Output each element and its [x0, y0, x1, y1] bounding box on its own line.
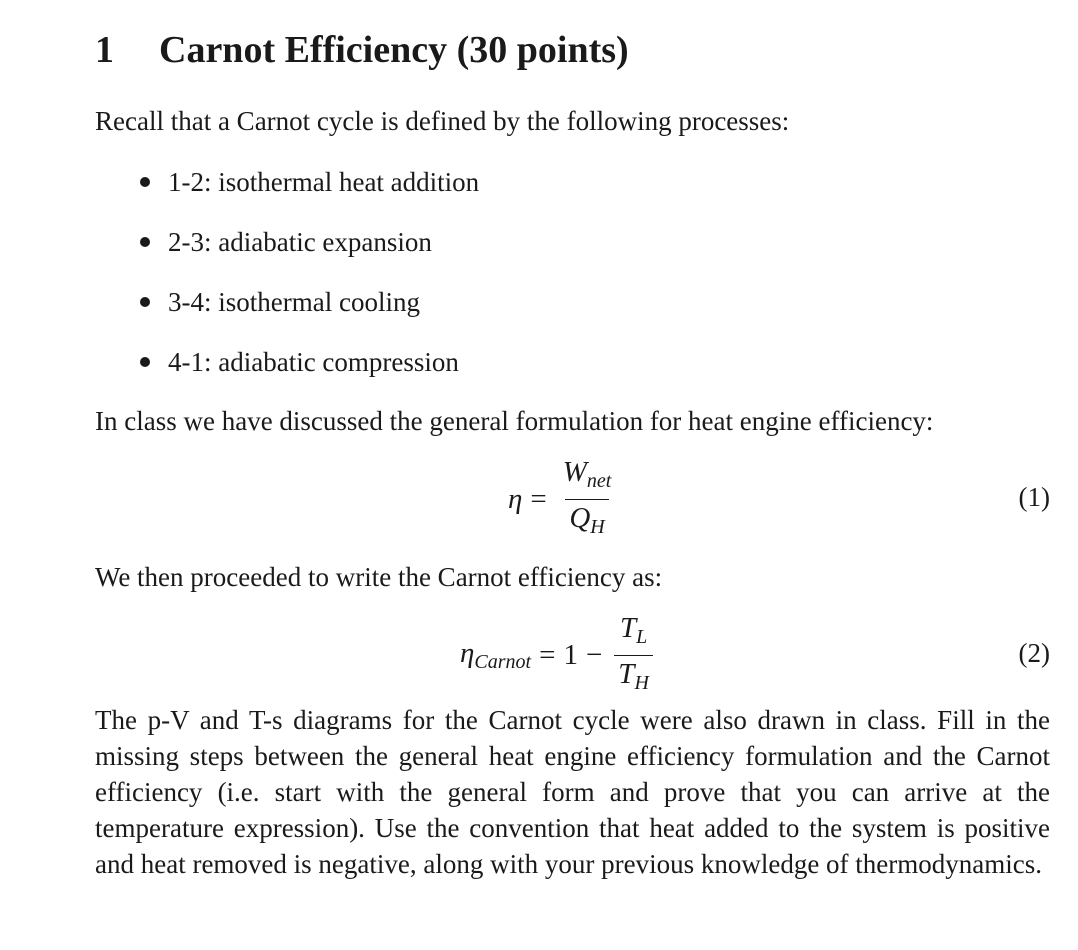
section-number: 1 [95, 29, 114, 71]
equals-sign: = [539, 638, 556, 671]
equation-1 [0, 455, 1078, 538]
temp-high-subscript: H [634, 671, 649, 694]
list-item [140, 282, 479, 342]
bullet-icon [140, 237, 150, 247]
equation-2 [0, 611, 1078, 694]
work-subscript: net [586, 469, 612, 492]
equation-number: (2) [1018, 638, 1050, 668]
fraction-numerator [616, 612, 651, 655]
list-item-text: 4-1: adiabatic compression [168, 347, 459, 377]
heat-symbol: Q [569, 501, 591, 534]
list-item-text: 3-4: isothermal cooling [168, 287, 420, 317]
fraction [614, 612, 653, 699]
eta-symbol: η [508, 482, 523, 515]
temp-high-symbol: T [618, 657, 635, 690]
task-paragraph: The p-V and T-s diagrams for the Carnot cycle were also drawn in class. Fill in the missing steps between the general heat engine efficiency formulation and the Carnot efficiency (i.e. start with the general form and prove that you can arrive at the temperature expression). Use the convention that heat added to the system is positive and heat removed is negative, along with your previous knowledge of thermodynamics. [95, 705, 1050, 879]
eta-symbol: η [460, 636, 475, 669]
bullet-icon [140, 357, 150, 367]
temp-low-symbol: T [619, 611, 637, 644]
general-intro-paragraph: In class we have discussed the general formulation for heat engine efficiency: [95, 406, 934, 436]
fraction-denominator [614, 655, 653, 699]
list-item-text: 2-3: adiabatic expansion [168, 227, 432, 257]
equation-number: (1) [1018, 482, 1050, 512]
equals-sign: = [530, 482, 547, 515]
section-title: Carnot Efficiency (30 points) [159, 29, 629, 71]
intro-paragraph: Recall that a Carnot cycle is defined by the following processes: [95, 106, 790, 136]
minus-sign: − [585, 638, 603, 671]
list-item [140, 342, 479, 402]
fraction [559, 456, 616, 543]
temp-low-subscript: L [636, 625, 648, 648]
list-item-text: 1-2: isothermal heat addition [168, 167, 480, 197]
section-heading [95, 28, 629, 72]
list-item [140, 222, 479, 282]
process-list [140, 162, 479, 402]
bullet-icon [140, 177, 150, 187]
work-symbol: W [562, 455, 587, 488]
heat-subscript: H [590, 515, 605, 538]
eta-carnot [460, 637, 531, 674]
one-term: 1 [563, 638, 578, 671]
fraction-denominator [565, 499, 608, 543]
carnot-intro-paragraph: We then proceeded to write the Carnot efficiency as: [95, 562, 663, 592]
equation-2-body [460, 611, 657, 694]
fraction-numerator [559, 456, 616, 499]
bullet-icon [140, 297, 150, 307]
eta-subscript: Carnot [474, 650, 532, 673]
list-item [140, 162, 479, 222]
equation-1-body [508, 455, 619, 538]
